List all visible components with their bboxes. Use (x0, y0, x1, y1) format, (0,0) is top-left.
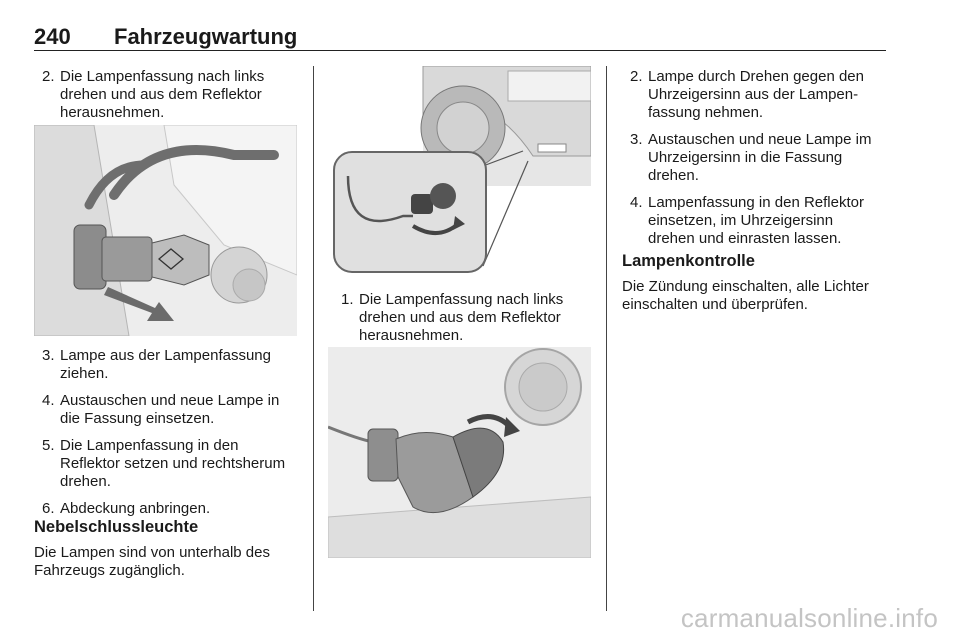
step-item (34, 68, 304, 122)
step-number: 5. (42, 437, 55, 454)
section-rear-fog-light (34, 518, 309, 580)
page-title: Fahrzeugwartung (114, 24, 298, 49)
step-number: 2. (42, 68, 55, 85)
step-text-line: drehen und einrasten lassen. (648, 230, 842, 247)
watermark: carmanualsonline.info (680, 603, 938, 633)
section-paragraph (34, 544, 309, 580)
step-item (34, 392, 304, 428)
figure-car-fog-light-access (333, 66, 591, 274)
step-text-line: fassung nehmen. (648, 104, 764, 121)
step-text-line: Lampe aus der Lampenfassung (60, 347, 271, 364)
step-text-line: Lampe durch Drehen gegen den (648, 68, 864, 85)
step-text-line: ziehen. (60, 365, 109, 382)
figure-fog-light-socket (328, 347, 591, 558)
paragraph-line: Die Lampen sind von unterhalb des (34, 544, 270, 561)
step-number: 4. (630, 194, 643, 211)
step-text-line: Die Lampenfassung nach links (60, 68, 265, 85)
step-text-line: die Fassung einsetzen. (60, 410, 215, 427)
step-number: 3. (630, 131, 643, 148)
section-heading: Nebelschlussleuchte (34, 518, 199, 536)
step-number: 6. (42, 500, 55, 517)
step-text-line: Lampenfassung in den Reflektor (648, 194, 864, 211)
figure-lamp-socket-removal (34, 125, 297, 336)
step-text-line: einsetzen, im Uhrzeigersinn (648, 212, 834, 229)
section-paragraph (622, 278, 897, 314)
section-lamp-check (622, 252, 897, 314)
step-text-line: drehen. (648, 167, 699, 184)
step-text-line: herausnehmen. (60, 104, 165, 121)
step-text-line: Abdeckung anbringen. (60, 500, 211, 517)
step-text-line: Uhrzeigersinn aus der Lampen- (648, 86, 859, 103)
step-item (622, 131, 892, 185)
step-item (34, 500, 304, 518)
step-text-line: Uhrzeigersinn in die Fassung (648, 149, 843, 166)
step-text-line: Die Lampenfassung in den (60, 437, 239, 454)
step-number: 3. (42, 347, 55, 364)
left-steps-bottom (34, 347, 304, 518)
illustration-car-rear (333, 66, 591, 274)
step-item (333, 291, 603, 345)
step-item (34, 347, 304, 383)
column-divider (313, 66, 314, 611)
left-steps-top (34, 68, 304, 122)
step-text-line: Austauschen und neue Lampe in (60, 392, 280, 409)
middle-steps (333, 291, 603, 345)
column-divider (606, 66, 607, 611)
step-number: 2. (630, 68, 643, 85)
illustration-fog-light-socket (328, 347, 591, 558)
page-header (34, 24, 886, 51)
step-number: 4. (42, 392, 55, 409)
step-text-line: Die Lampenfassung nach links (359, 291, 564, 308)
step-item (622, 68, 892, 122)
step-item (622, 194, 892, 248)
step-item (34, 437, 304, 491)
step-text-line: drehen und aus dem Reflektor (60, 86, 262, 103)
step-text-line: drehen und aus dem Reflektor (359, 309, 561, 326)
right-steps (622, 68, 892, 248)
page-number: 240 (34, 24, 71, 49)
paragraph-line: einschalten und überprüfen. (622, 296, 808, 313)
paragraph-line: Fahrzeugs zugänglich. (34, 562, 185, 579)
step-text-line: herausnehmen. (359, 327, 464, 344)
step-text-line: Austauschen und neue Lampe im (648, 131, 872, 148)
step-number: 1. (341, 291, 354, 308)
section-heading: Lampenkontrolle (622, 252, 755, 270)
paragraph-line: Die Zündung einschalten, alle Lichter (622, 278, 869, 295)
step-text-line: drehen. (60, 473, 111, 490)
step-text-line: Reflektor setzen und rechtsherum (60, 455, 286, 472)
illustration-lamp-socket (34, 125, 297, 336)
